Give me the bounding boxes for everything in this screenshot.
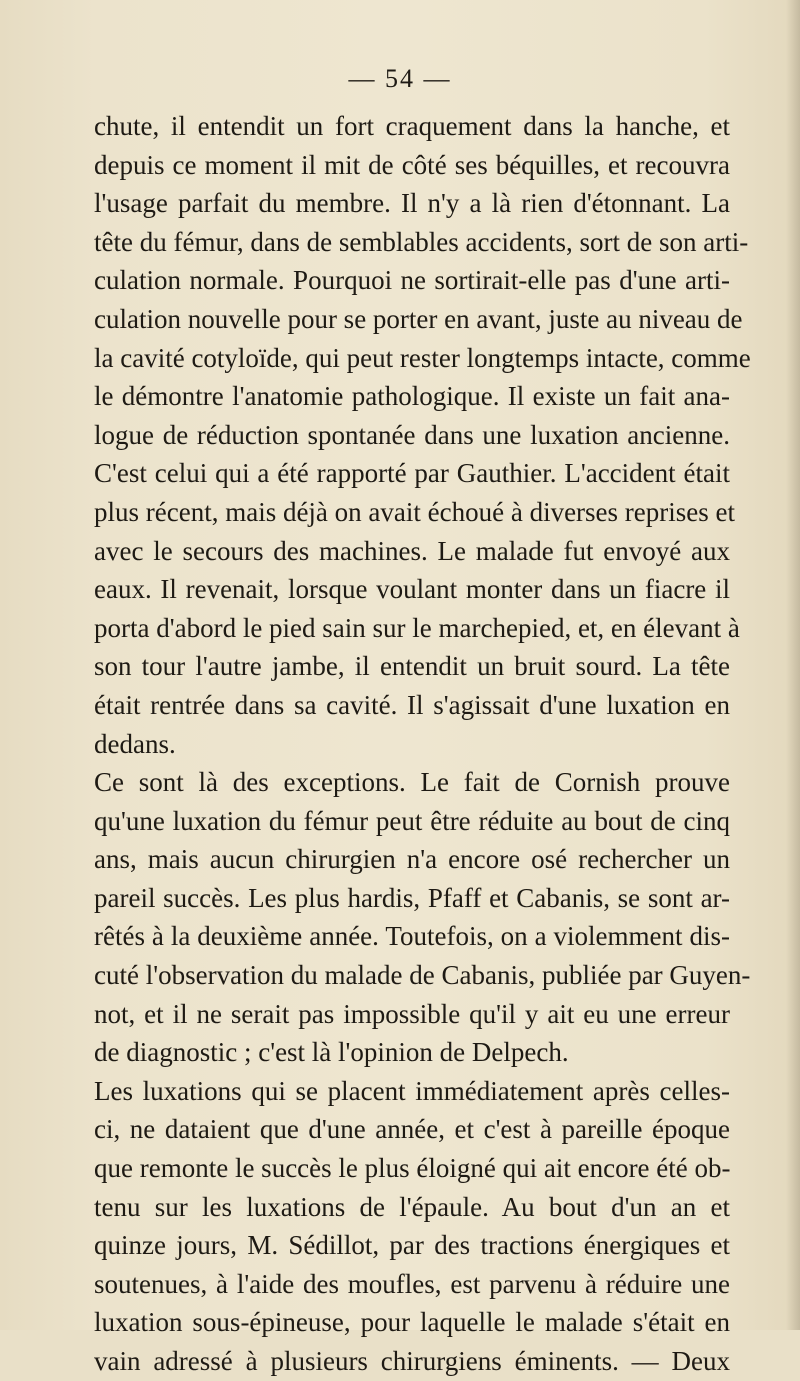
- text-line: depuis ce moment il mit de côté ses béquilles, et recouvra: [94, 149, 730, 180]
- text-line: son tour l'autre jambe, il entendit un bruit sourd. La tête: [94, 651, 730, 682]
- text-line: Les luxations qui se placent immédiatement après celles-: [94, 1075, 730, 1106]
- text-line: soutenues, à l'aide des moufles, est parvenu à réduire une: [94, 1268, 730, 1299]
- text-line: plus récent, mais déjà on avait échoué à diverses reprises et: [94, 496, 735, 527]
- text-line: culation nouvelle pour se porter en avant, juste au niveau de: [94, 303, 743, 334]
- text-line: luxation sous-épineuse, pour laquelle le malade s'était en: [94, 1307, 730, 1338]
- text-line: avec le secours des machines. Le malade fut envoyé aux: [94, 535, 730, 566]
- text-line: porta d'abord le pied sain sur le marchepied, et, en élevant à: [94, 612, 740, 643]
- text-line: le démontre l'anatomie pathologique. Il existe un fait ana-: [94, 381, 730, 412]
- page-number: — 54 —: [348, 64, 452, 93]
- text-line: cuté l'observation du malade de Cabanis, publiée par Guyen-: [94, 960, 751, 991]
- text-line: était rentrée dans sa cavité. Il s'agissait d'une luxation en: [94, 689, 730, 720]
- text-line: Ce sont là des exceptions. Le fait de Cornish prouve: [94, 767, 730, 798]
- text-line: que remonte le succès le plus éloigné qui ait encore été ob-: [94, 1153, 731, 1184]
- text-line: not, et il ne serait pas impossible qu'il y ait eu une erreur: [94, 998, 730, 1029]
- text-line: ci, ne dataient que d'une année, et c'est à pareille époque: [94, 1114, 730, 1145]
- text-line: logue de réduction spontanée dans une luxation ancienne.: [94, 419, 730, 450]
- text-line: pareil succès. Les plus hardis, Pfaff et Cabanis, se sont ar-: [94, 882, 730, 913]
- text-line: dedans.: [94, 728, 176, 759]
- text-line: qu'une luxation du fémur peut être réduite au bout de cinq: [94, 805, 730, 836]
- text-line: la cavité cotyloïde, qui peut rester longtemps intacte, comme: [94, 342, 751, 373]
- body-text: [94, 107, 751, 1381]
- text-line: C'est celui qui a été rapporté par Gauthier. L'accident était: [94, 458, 730, 489]
- text-line: eaux. Il revenait, lorsque voulant monter dans un fiacre il: [94, 574, 730, 605]
- text-line: culation normale. Pourquoi ne sortirait-elle pas d'une arti-: [94, 265, 730, 296]
- text-line: rêtés à la deuxième année. Toutefois, on a violemment dis-: [94, 921, 730, 952]
- text-line: tête du fémur, dans de semblables accidents, sort de son arti-: [94, 226, 749, 257]
- text-line: quinze jours, M. Sédillot, par des tractions énergiques et: [94, 1230, 730, 1261]
- text-line: ans, mais aucun chirurgien n'a encore osé rechercher un: [94, 844, 730, 875]
- page-edge-shadow: [786, 0, 800, 1330]
- text-line: chute, il entendit un fort craquement dans la hanche, et: [94, 111, 730, 141]
- text-line: l'usage parfait du membre. Il n'y a là rien d'étonnant. La: [94, 188, 730, 219]
- text-line: vain adressé à plusieurs chirurgiens éminents. — Deux: [94, 1346, 730, 1376]
- text-line: de diagnostic ; c'est là l'opinion de Delpech.: [94, 1037, 569, 1068]
- text-line: tenu sur les luxations de l'épaule. Au bout d'un an et: [94, 1191, 730, 1222]
